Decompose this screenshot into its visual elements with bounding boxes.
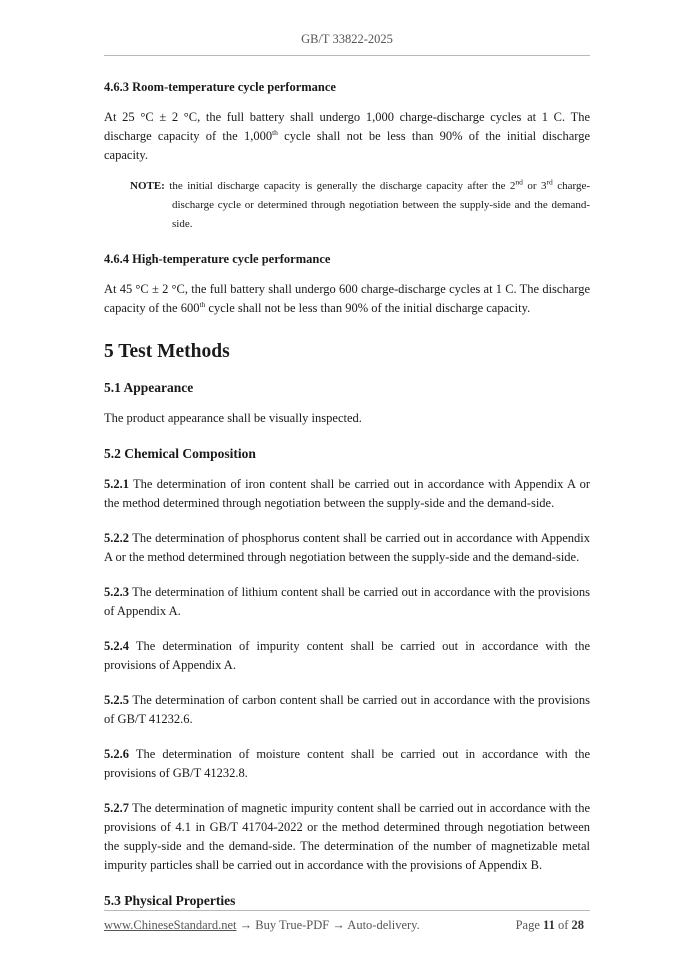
heading-5-3: 5.3 Physical Properties	[104, 893, 236, 908]
clause-number: 5.2.5	[104, 693, 129, 707]
page-header: GB/T 33822-2025	[301, 32, 393, 46]
footer-promo	[104, 918, 420, 933]
clause-5-2-1	[104, 475, 590, 513]
clause-5-2-4	[104, 637, 590, 675]
paragraph-5-1: The product appearance shall be visually inspected.	[104, 411, 362, 425]
header-divider	[104, 55, 590, 56]
text-span: the initial discharge capacity is generally the discharge capacity after the 2	[164, 180, 516, 192]
text-span: or 3	[522, 180, 547, 192]
superscript: nd	[515, 177, 523, 187]
clause-text: The determination of magnetic impurity content shall be carried out in accordance with the provisions of 4.1 in GB/T 41704-2022 or the method determined through negotiation between the supply-side and the demand-side. The determination of the number of magnetizable metal impurity particles shall be carried out in accordance with the provisions of Appendix B.	[104, 801, 590, 872]
clause-number: 5.2.7	[104, 801, 129, 815]
page-total: 28	[571, 918, 584, 932]
clause-text: The determination of iron content shall be carried out in accordance with Appendix A or the method determined through negotiation between the supply-side and the demand-side.	[104, 477, 590, 510]
heading-4-6-3: 4.6.3 Room-temperature cycle performance	[104, 80, 336, 94]
footer-divider	[104, 910, 590, 911]
clause-text: The determination of carbon content shall be carried out in accordance with the provisions of GB/T 41232.6.	[104, 693, 590, 726]
clause-number: 5.2.3	[104, 585, 129, 599]
page-number: 11	[543, 918, 555, 932]
clause-5-2-2	[104, 529, 590, 567]
clause-text: The determination of moisture content shall be carried out in accordance with the provisions of GB/T 41232.8.	[104, 747, 590, 780]
page-of-label: of	[554, 918, 572, 932]
footer-tagline: → Buy True-PDF → Auto-delivery.	[236, 918, 420, 932]
website-link[interactable]: www.ChineseStandard.net	[104, 918, 237, 932]
text-span: At 25 °C ± 2 °C, the full battery shall undergo 1,000 charge-discharge cycles at 1 C. The discharge capacity of the 1,000	[104, 110, 590, 143]
clause-number: 5.2.2	[104, 531, 129, 545]
superscript: rd	[546, 177, 553, 187]
heading-5-1: 5.1 Appearance	[104, 380, 194, 395]
paragraph-4-6-3	[104, 108, 590, 165]
heading-5-2: 5.2 Chemical Composition	[104, 446, 256, 461]
clause-number: 5.2.6	[104, 747, 129, 761]
superscript: th	[199, 299, 206, 309]
text-span: cycle shall not be less than 90% of the initial discharge capacity.	[205, 301, 531, 315]
clause-text: The determination of phosphorus content shall be carried out in accordance with Appendix A or the method determined through negotiation between the supply-side and the demand-side.	[104, 531, 590, 564]
clause-text: The determination of lithium content shall be carried out in accordance with the provisions of Appendix A.	[104, 585, 590, 618]
clause-5-2-3	[104, 583, 590, 621]
note-label: NOTE:	[130, 180, 165, 192]
document-body	[104, 78, 590, 922]
paragraph-4-6-4	[104, 280, 590, 318]
clause-5-2-7	[104, 799, 590, 875]
clause-number: 5.2.1	[104, 477, 129, 491]
clause-text: The determination of impurity content shall be carried out in accordance with the provisions of Appendix A.	[104, 639, 590, 672]
text-span: charge-discharge cycle or determined through negotiation between the supply-side and the demand-side.	[172, 180, 590, 230]
clause-5-2-5	[104, 691, 590, 729]
text-span: At 45 °C ± 2 °C, the full battery shall undergo 600 charge-discharge cycles at 1 C. The discharge capacity of the 600	[104, 282, 590, 315]
text-span: cycle shall not be less than 90% of the initial discharge capacity.	[104, 129, 590, 162]
superscript: th	[272, 127, 278, 137]
clause-number: 5.2.4	[104, 639, 129, 653]
clause-5-2-6	[104, 745, 590, 783]
note-4-6-3	[130, 177, 590, 234]
page-counter	[516, 918, 584, 933]
heading-4-6-4: 4.6.4 High-temperature cycle performance	[104, 252, 331, 266]
page-label: Page	[515, 918, 544, 932]
heading-5: 5 Test Methods	[104, 341, 230, 362]
